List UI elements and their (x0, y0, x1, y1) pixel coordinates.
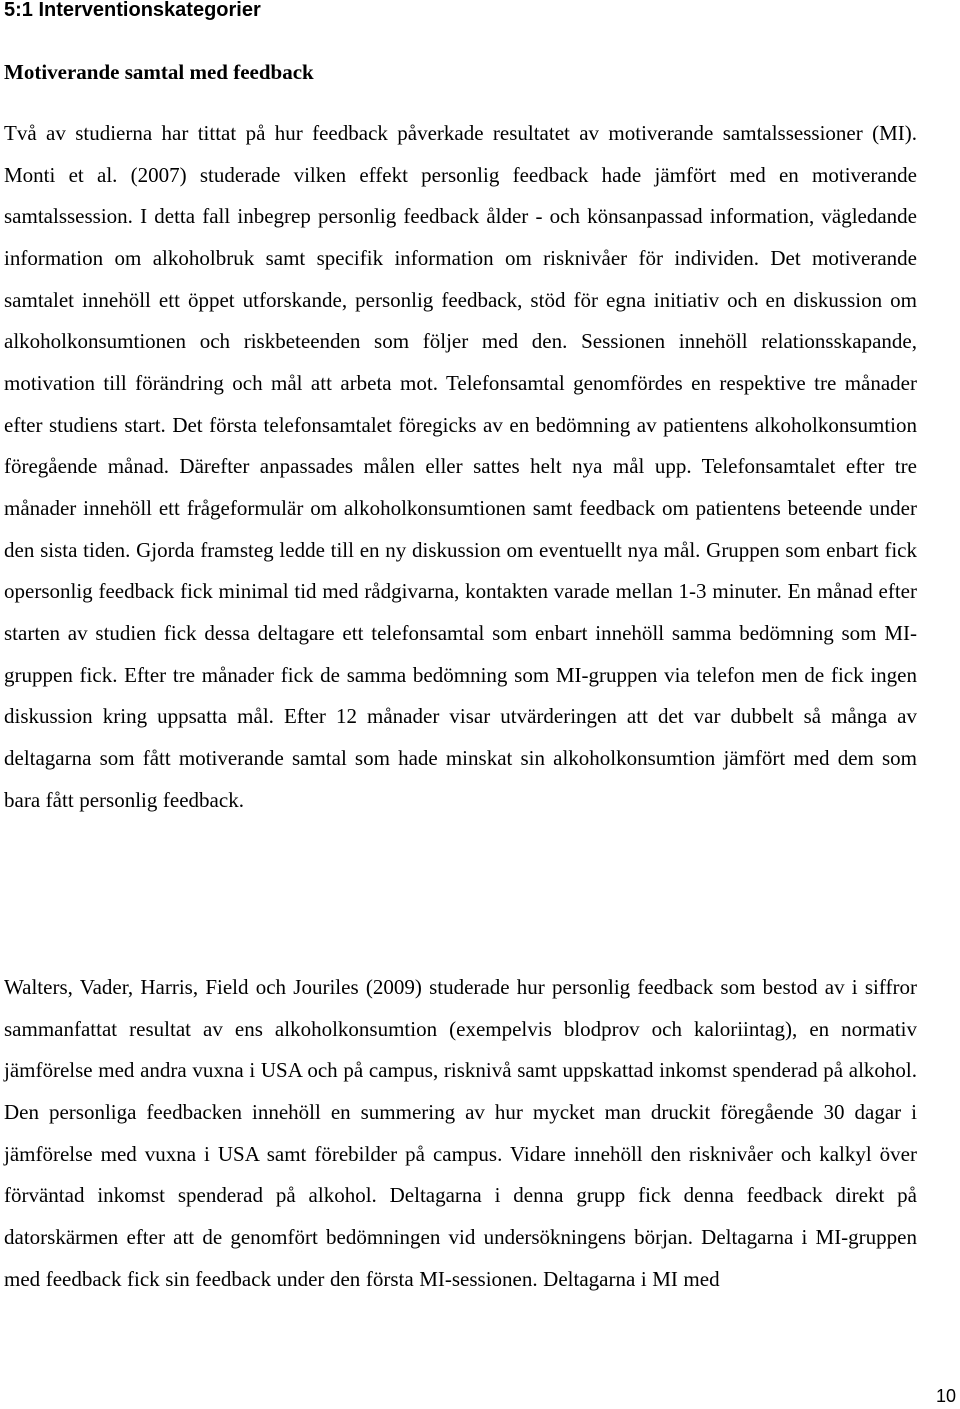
section-heading: 5:1 Interventionskategorier (4, 0, 261, 21)
body-paragraph: Två av studierna har tittat på hur feedback påverkade resultatet av motiverande samtalssessioner (MI). Monti et al. (2007) studerade vilken effekt personlig feedback hade jämfört med en motiverande samtalssession. I detta fall inbegrep personlig feedback ålder - och könsanpassad information, vägledande information om alkoholbruk samt specifik information om risknivåer för individen. Det motiverande samtalet innehöll ett öppet utforskande, personlig feedback, stöd för egna initiativ och en diskussion om alkoholkonsumtionen och riskbeteenden som följer med den. Sessionen innehöll relationsskapande, motivation till förändring och mål att arbeta mot. Telefonsamtal genomfördes en respektive tre månader efter studiens start. Det första telefonsamtalet föregicks av en bedömning av patientens alkoholkonsumtion föregående månad. Därefter anpassades målen eller sattes helt nya mål upp. Telefonsamtalet efter tre månader innehöll ett frågeformulär om alkoholkonsumtionen samt feedback om patientens beteende under den sista tiden. Gjorda framsteg ledde till en ny diskussion om eventuellt nya mål. Gruppen som enbart fick opersonlig feedback fick minimal tid med rådgivarna, kontakten varade mellan 1-3 minuter. En månad efter starten av studien fick dessa deltagare ett telefonsamtal som enbart innehöll samma bedömning som MI-gruppen fick. Efter tre månader fick de samma bedömning som MI-gruppen via telefon men de fick ingen diskussion kring uppsatta mål. Efter 12 månader visar utvärderingen att det var dubbelt så många av deltagarna som fått motiverande samtal som hade minskat sin alkoholkonsumtion jämfört med dem som bara fått personlig feedback. (4, 121, 917, 812)
sub-heading: Motiverande samtal med feedback (4, 60, 314, 84)
page-number: 10 (935, 1386, 956, 1406)
body-paragraph: Walters, Vader, Harris, Field och Jouriles (2009) studerade hur personlig feedback som bestod av i siffror sammanfattat resultat av ens alkoholkonsumtion (exempelvis blodprov och kaloriintag), en normativ jämförelse med andra vuxna i USA och på campus, risknivå samt uppskattad inkomst spenderad på alkohol. Den personliga feedbacken innehöll en summering av hur mycket man druckit föregående 30 dagar i jämförelse med vuxna i USA samt förebilder på campus. Vidare innehöll den risknivåer och kalkyl över förväntad inkomst spenderad på alkohol. Deltagarna i denna grupp fick denna feedback direkt på datorskärmen efter att de genomfört bedömningen vid undersökningens början. Deltagarna i MI-gruppen med feedback fick sin feedback under den första MI-sessionen. Deltagarna i MI med (4, 975, 917, 1291)
